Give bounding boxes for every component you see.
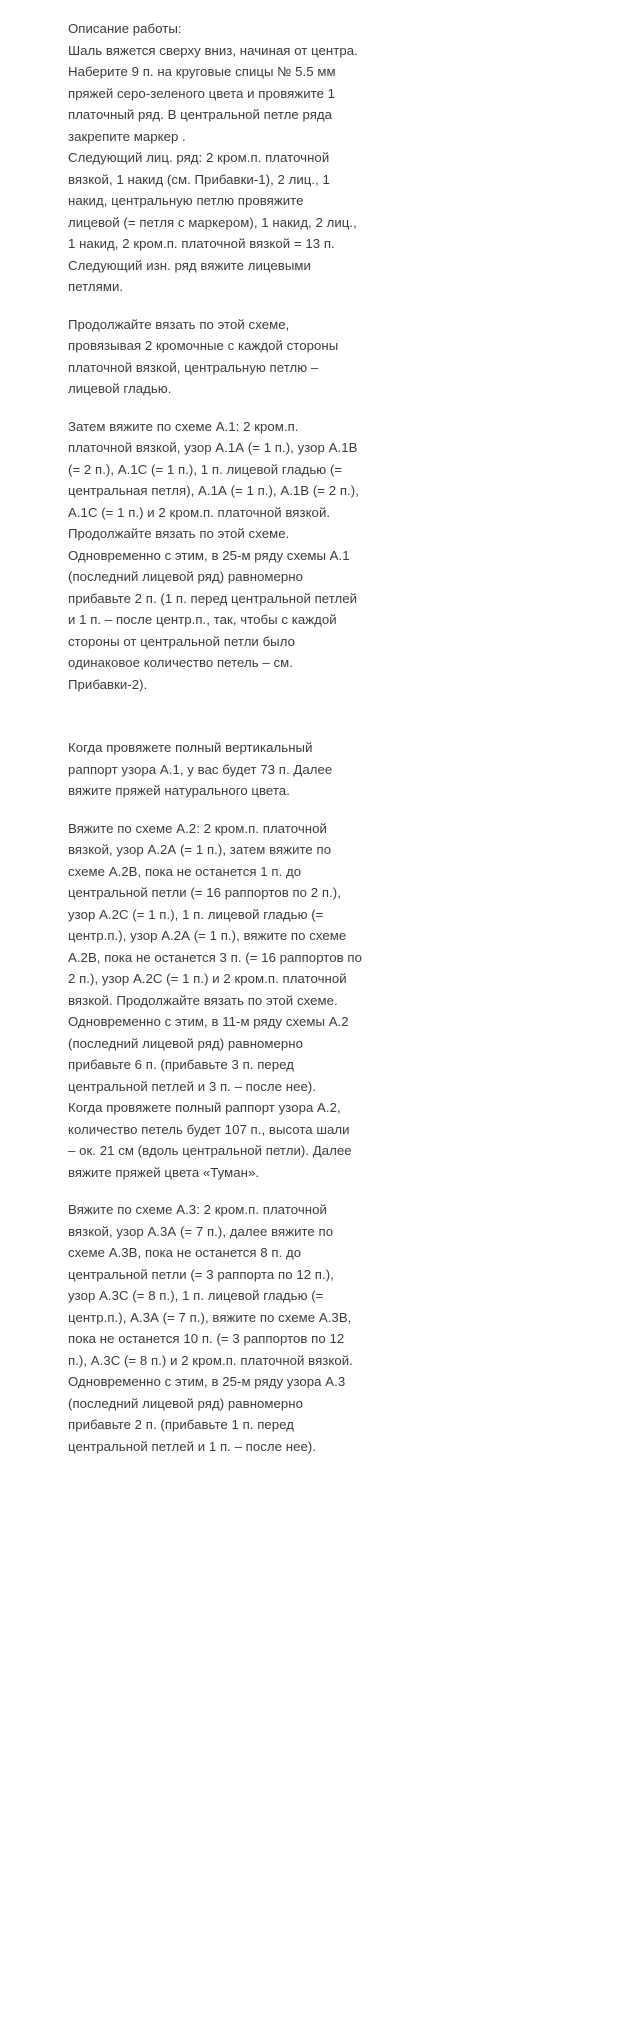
text-line: вязкой, 1 накид (см. Прибавки-1), 2 лиц., 1 <box>68 171 330 187</box>
text-line: 1 накид, 2 кром.п. платочной вязкой = 13 п. <box>68 236 335 251</box>
right-margin <box>568 0 644 2036</box>
text-line: закрепите маркер . <box>68 128 186 144</box>
text-line: А.1С (= 1 п.) и 2 кром.п. платочной вязкой. <box>68 504 331 520</box>
text-line: Продолжайте вязать по этой схеме. <box>68 526 290 541</box>
text-line: платочной вязкой, центральную петлю – <box>68 359 319 375</box>
text-line: прибавьте 2 п. (прибавьте 1 п. перед <box>68 1417 294 1432</box>
text-line: одинаковое количество петель – см. <box>68 655 293 670</box>
text-line: п.), А.3С (= 8 п.) и 2 кром.п. платочной вязкой. <box>68 1352 353 1368</box>
text-line: лицевой гладью. <box>68 381 172 396</box>
text-line: Наберите 9 п. на круговые спицы № 5.5 мм <box>68 64 336 79</box>
text-line: Вяжите по схеме А.3: 2 кром.п. платочной <box>68 1202 327 1217</box>
text-line: узор А.3С (= 8 п.), 1 п. лицевой гладью (= <box>68 1288 324 1303</box>
paragraph-intro <box>68 18 568 298</box>
text-line: Следующий изн. ряд вяжите лицевыми <box>68 257 311 273</box>
text-line: Одновременно с этим, в 11-м ряду схемы А.2 <box>68 1014 349 1029</box>
text-line: провязывая 2 кромочные с каждой стороны <box>68 338 339 353</box>
text-line: Одновременно с этим, в 25-м ряду узора А.3 <box>68 1374 346 1389</box>
text-line: вязкой, узор А.2А (= 1 п.), затем вяжите по <box>68 842 332 857</box>
text-line: вяжите пряжей натурального цвета. <box>68 783 290 798</box>
text-line: схеме А.3В, пока не останется 8 п. до <box>68 1245 302 1260</box>
text-line: Описание работы: <box>68 21 182 36</box>
text-line: (последний лицевой ряд) равномерно <box>68 1395 304 1411</box>
paragraph-scheme-a3 <box>68 1199 568 1457</box>
text-line: центральной петлей и 1 п. – после нее). <box>68 1438 317 1454</box>
text-line: петлями. <box>68 279 124 294</box>
text-line: прибавьте 6 п. (прибавьте 3 п. перед <box>68 1057 294 1072</box>
paragraph-scheme-a2 <box>68 818 568 1184</box>
text-line: вяжите пряжей цвета «Туман». <box>68 1164 260 1180</box>
text-line: (последний лицевой ряд) равномерно <box>68 1035 304 1051</box>
text-line: центр.п.), узор А.2А (= 1 п.), вяжите по схеме <box>68 928 347 943</box>
paragraph-scheme-continue <box>68 314 568 400</box>
text-line: Продолжайте вязать по этой схеме, <box>68 316 290 332</box>
text-line: центральной петли (= 16 раппортов по 2 п.), <box>68 885 341 900</box>
text-line: платочной вязкой, узор А.1А (= 1 п.), узор А.1В <box>68 440 358 455</box>
text-line: накид, центральную петлю провяжите <box>68 193 304 208</box>
text-line: Вяжите по схеме А.2: 2 кром.п. платочной <box>68 820 327 836</box>
text-line: стороны от центральной петли было <box>68 633 295 649</box>
text-line: количество петель будет 107 п., высота шали <box>68 1121 350 1137</box>
text-line: центральной петлей и 3 п. – после нее). <box>68 1078 317 1094</box>
text-line: Затем вяжите по схеме А.1: 2 кром.п. <box>68 418 299 434</box>
text-line: (= 2 п.), А.1С (= 1 п.), 1 п. лицевой гладью (= <box>68 461 343 477</box>
text-line: Прибавки-2). <box>68 676 148 692</box>
text-line: центральной петли (= 3 раппорта по 12 п.), <box>68 1266 334 1282</box>
text-line: центральная петля), А.1А (= 1 п.), А.1В (= 2 п.), <box>68 483 359 498</box>
text-line: Одновременно с этим, в 25-м ряду схемы А.1 <box>68 547 350 563</box>
text-line: пряжей серо-зеленого цвета и провяжите 1 <box>68 85 336 101</box>
text-line: лицевой (= петля с маркером), 1 накид, 2 лиц., <box>68 214 357 230</box>
text-line: платочный ряд. В центральной петле ряда <box>68 107 333 122</box>
section-spacer <box>68 711 568 737</box>
text-line: 2 п.), узор А.2С (= 1 п.) и 2 кром.п. платочной <box>68 971 347 986</box>
text-line: узор А.2С (= 1 п.), 1 п. лицевой гладью (= <box>68 906 324 922</box>
text-line: и 1 п. – после центр.п., так, чтобы с каждой <box>68 612 337 627</box>
text-line: пока не останется 10 п. (= 3 раппортов по 12 <box>68 1331 345 1346</box>
paragraph-scheme-a1 <box>68 416 568 696</box>
text-line: – ок. 21 см (вдоль центральной петли). Далее <box>68 1143 352 1158</box>
text-line: схеме А.2В, пока не останется 1 п. до <box>68 863 302 879</box>
document-body <box>68 0 568 2036</box>
paragraph-raport-a1 <box>68 737 568 802</box>
text-line: Шаль вяжется сверху вниз, начиная от центра. <box>68 42 358 58</box>
text-line: (последний лицевой ряд) равномерно <box>68 569 304 584</box>
text-line: вязкой. Продолжайте вязать по этой схеме. <box>68 992 338 1008</box>
text-line: Следующий лиц. ряд: 2 кром.п. платочной <box>68 150 330 165</box>
text-line: прибавьте 2 п. (1 п. перед центральной петлей <box>68 590 358 606</box>
text-line: Когда провяжете полный раппорт узора А.2, <box>68 1100 341 1115</box>
text-line: Когда провяжете полный вертикальный <box>68 740 313 755</box>
left-margin <box>0 0 68 2036</box>
text-line: А.2В, пока не останется 3 п. (= 16 раппортов по <box>68 949 362 965</box>
text-line: раппорт узора А.1, у вас будет 73 п. Далее <box>68 761 333 777</box>
text-line: центр.п.), А.3А (= 7 п.), вяжите по схеме А.3В, <box>68 1309 352 1325</box>
text-line: вязкой, узор А.3А (= 7 п.), далее вяжите по <box>68 1223 334 1239</box>
